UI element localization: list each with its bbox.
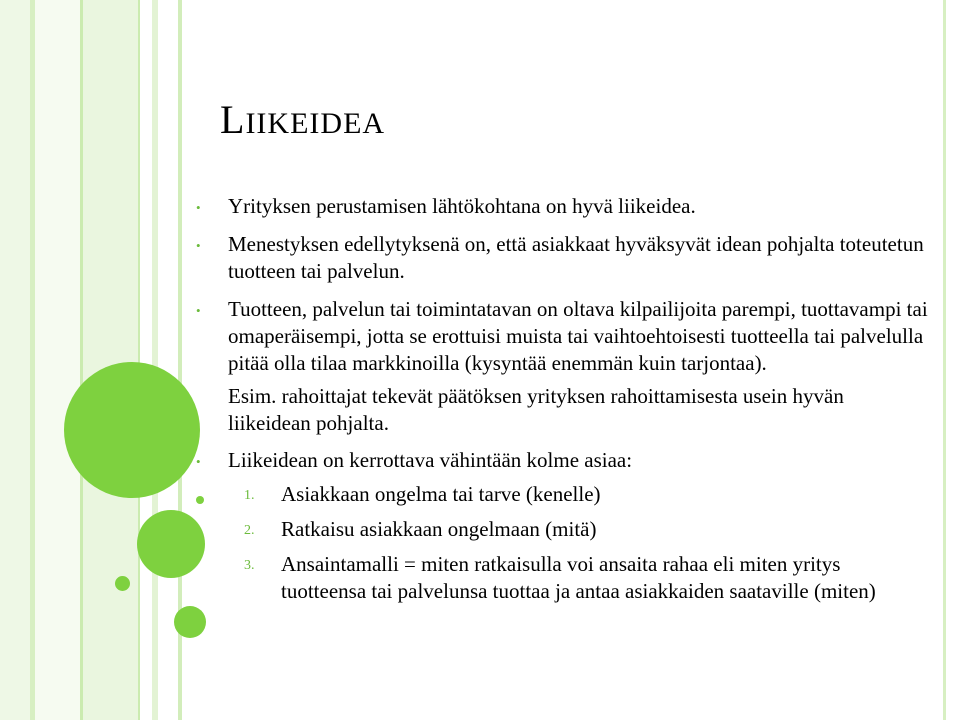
numbered-item-text: Asiakkaan ongelma tai tarve (kenelle) [281,482,601,506]
numbered-list [228,481,928,605]
bullet-text: Tuotteen, palvelun tai toimintatavan on oltava kilpailijoita parempi, tuottavampi tai omaperäisempi, jotta se erottuisi muista tai vaihtoehtoisesti tuotteella tai palvelulla pitää olla tilaa markkinoilla (kysyntää enemmän kuin tarjontaa). [228,297,928,375]
item-number: 1. [244,488,255,503]
slide-title-initial: L [220,97,246,142]
item-number: 3. [244,558,255,573]
bullet-dot-icon: • [196,238,201,253]
decorative-stripe [152,0,158,720]
bullet-dot-icon: • [196,454,201,469]
bullet-continuation [228,383,928,437]
bullet-dot-icon: • [196,200,201,215]
bullet-text: Liikeidean on kerrottava vähintään kolme asiaa: [228,448,633,472]
numbered-item [244,481,928,508]
decorative-circle-dot [196,496,204,504]
bullet-text: Menestyksen edellytyksenä on, että asiakkaat hyväksyvät idean pohjalta toteutetun tuotteen tai palvelun. [228,232,924,283]
decorative-stripe [35,0,80,720]
bullet-continuation-text: Esim. rahoittajat tekevät päätöksen yrityksen rahoittamisesta usein hyvän liikeidean pohjalta. [228,384,844,435]
decorative-stripe [138,0,140,720]
bullet-list [196,193,928,605]
bullet-dot-icon: • [196,303,201,318]
bullet-text: Yrityksen perustamisen lähtökohtana on hyvä liikeidea. [228,194,696,218]
bullet-item [196,296,928,377]
decorative-circle-large [64,362,200,498]
decorative-stripe [943,0,946,720]
decorative-stripe [83,0,138,720]
numbered-item [244,516,928,543]
item-number: 2. [244,523,255,538]
numbered-item-text: Ansaintamalli = miten ratkaisulla voi ansaita rahaa eli miten yritys tuotteensa tai palvelunsa tuottaa ja antaa asiakkaiden saataville (miten) [281,552,876,603]
slide-title [220,96,385,143]
decorative-stripe [0,0,30,720]
bullet-item [196,193,928,220]
decorative-circle-small [174,606,206,638]
numbered-item-text: Ratkaisu asiakkaan ongelmaan (mitä) [281,517,597,541]
decorative-circle-tiny [115,576,130,591]
slide-title-rest: IIKEIDEA [245,107,386,140]
bullet-item [196,231,928,285]
bullet-item [196,447,928,605]
slide-content [196,193,928,616]
decorative-circle-medium [137,510,205,578]
numbered-item [244,551,928,605]
